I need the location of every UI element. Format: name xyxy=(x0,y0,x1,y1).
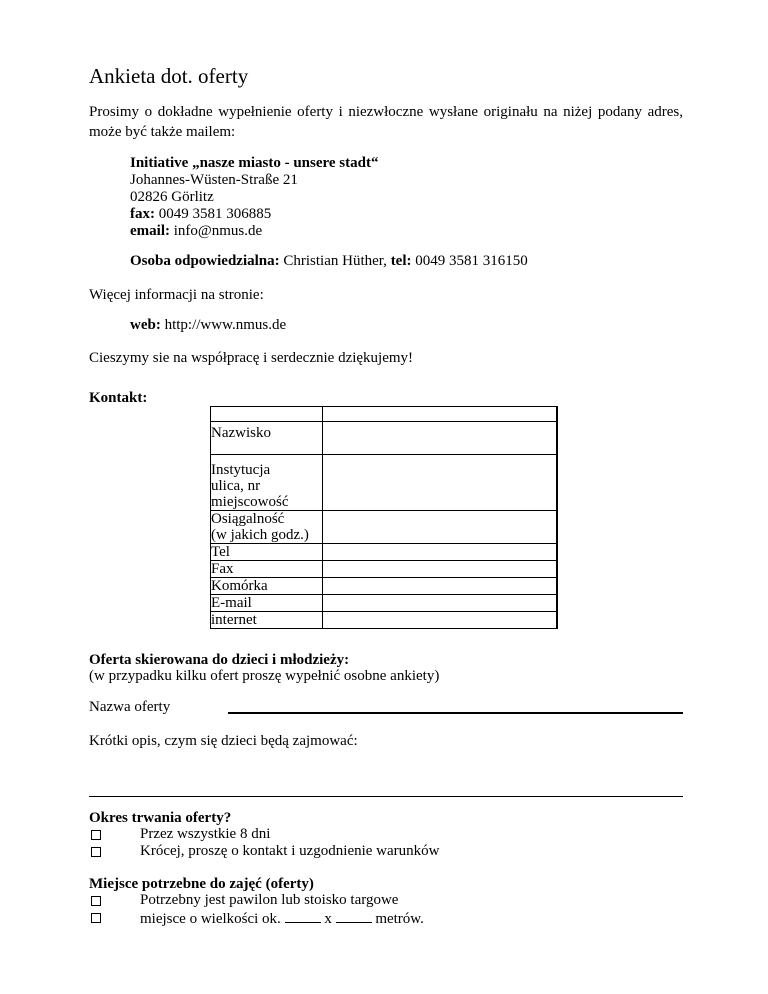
contact-label-cell: Komórka xyxy=(211,578,323,595)
intro-text: Prosimy o dokładne wypełnienie oferty i niezwłoczne wysłane originału na niżej podany adres, może być także mailem: xyxy=(89,104,683,140)
more-info-text: Więcej informacji na stronie: xyxy=(89,287,264,303)
checkbox[interactable] xyxy=(91,913,101,923)
address-street: Johannes-Wüsten-Straße 21 xyxy=(130,172,298,188)
contact-input-cell[interactable] xyxy=(323,544,558,561)
space-heading: Miejsce potrzebne do zajęć (oferty) xyxy=(89,876,314,892)
contact-label-cell xyxy=(211,407,323,422)
table-row xyxy=(211,422,558,455)
address-city: 02826 Görlitz xyxy=(130,189,214,205)
email-value: info@nmus.de xyxy=(173,223,263,239)
checkbox[interactable] xyxy=(91,896,101,906)
fax-value: 0049 3581 306885 xyxy=(158,206,272,222)
offer-description-input[interactable] xyxy=(89,796,683,797)
space-option-label: Potrzebny jest pawilon lub stoisko targowe xyxy=(140,892,399,908)
page-title: Ankieta dot. oferty xyxy=(89,64,249,88)
contact-label-cell: Tel xyxy=(211,544,323,561)
web-line xyxy=(130,317,286,334)
checkbox[interactable] xyxy=(91,830,101,840)
thanks-text: Cieszymy sie na współpracę i serdecznie dziękujemy! xyxy=(89,350,414,366)
address-org: Initiative „nasze miasto - unsere stadt“ xyxy=(130,155,379,171)
table-row xyxy=(211,612,558,629)
duration-option-label: Krócej, proszę o kontakt i uzgodnienie warunków xyxy=(140,843,440,859)
width-input[interactable] xyxy=(285,909,321,923)
contact-person-label: Osoba odpowiedzialna: xyxy=(130,253,280,269)
duration-option-label: Przez wszystkie 8 dni xyxy=(140,826,271,842)
contact-label-cell: Nazwisko xyxy=(211,422,323,455)
contact-input-cell[interactable] xyxy=(323,612,558,629)
web-label: web: xyxy=(130,317,161,333)
contact-person-name: Christian Hüther, xyxy=(283,253,387,269)
table-row xyxy=(211,407,558,422)
table-row xyxy=(211,455,558,511)
table-row xyxy=(211,544,558,561)
offer-note: (w przypadku kilku ofert proszę wypełnić osobne ankiety) xyxy=(89,668,440,684)
offer-heading: Oferta skierowana do dzieci i młodzieży: xyxy=(89,652,350,668)
contact-input-cell[interactable] xyxy=(323,561,558,578)
contact-table xyxy=(210,406,558,629)
contact-input-cell[interactable] xyxy=(323,511,558,544)
space-size-suffix: metrów. xyxy=(375,911,424,927)
contact-label: Instytucja xyxy=(211,462,271,478)
contact-heading: Kontakt: xyxy=(89,390,148,406)
space-size-x: x xyxy=(324,911,332,927)
duration-heading: Okres trwania oferty? xyxy=(89,810,232,826)
contact-input-cell[interactable] xyxy=(323,455,558,511)
email-label: email: xyxy=(130,223,170,239)
contact-label-group xyxy=(211,511,323,544)
contact-input-cell[interactable] xyxy=(323,422,558,455)
web-url[interactable]: http://www.nmus.de xyxy=(164,317,287,333)
fax-label: fax: xyxy=(130,206,155,222)
table-row xyxy=(211,561,558,578)
contact-label: miejscowość xyxy=(211,494,289,510)
contact-input-cell[interactable] xyxy=(323,407,558,422)
contact-input-cell[interactable] xyxy=(323,578,558,595)
offer-name-input[interactable] xyxy=(228,698,683,714)
table-row xyxy=(211,511,558,544)
contact-input-cell[interactable] xyxy=(323,595,558,612)
contact-label: ulica, nr xyxy=(211,478,261,494)
table-row xyxy=(211,595,558,612)
tel-label: tel: xyxy=(390,253,412,269)
contact-label-group xyxy=(211,455,323,511)
offer-name-label: Nazwa oferty xyxy=(89,699,171,715)
space-size-line xyxy=(140,909,424,928)
contact-person-line xyxy=(130,253,528,270)
contact-label: (w jakich godz.) xyxy=(211,527,309,543)
space-size-prefix: miejsce o wielkości ok. xyxy=(140,911,281,927)
address-block xyxy=(130,155,378,240)
contact-label: Osiągalność xyxy=(211,511,285,527)
table-row xyxy=(211,578,558,595)
tel-value: 0049 3581 316150 xyxy=(415,253,528,269)
contact-label-cell: internet xyxy=(211,612,323,629)
contact-label-cell: Fax xyxy=(211,561,323,578)
checkbox[interactable] xyxy=(91,847,101,857)
offer-description-label: Krótki opis, czym się dzieci będą zajmować: xyxy=(89,733,358,749)
contact-label-cell: E-mail xyxy=(211,595,323,612)
length-input[interactable] xyxy=(336,909,372,923)
